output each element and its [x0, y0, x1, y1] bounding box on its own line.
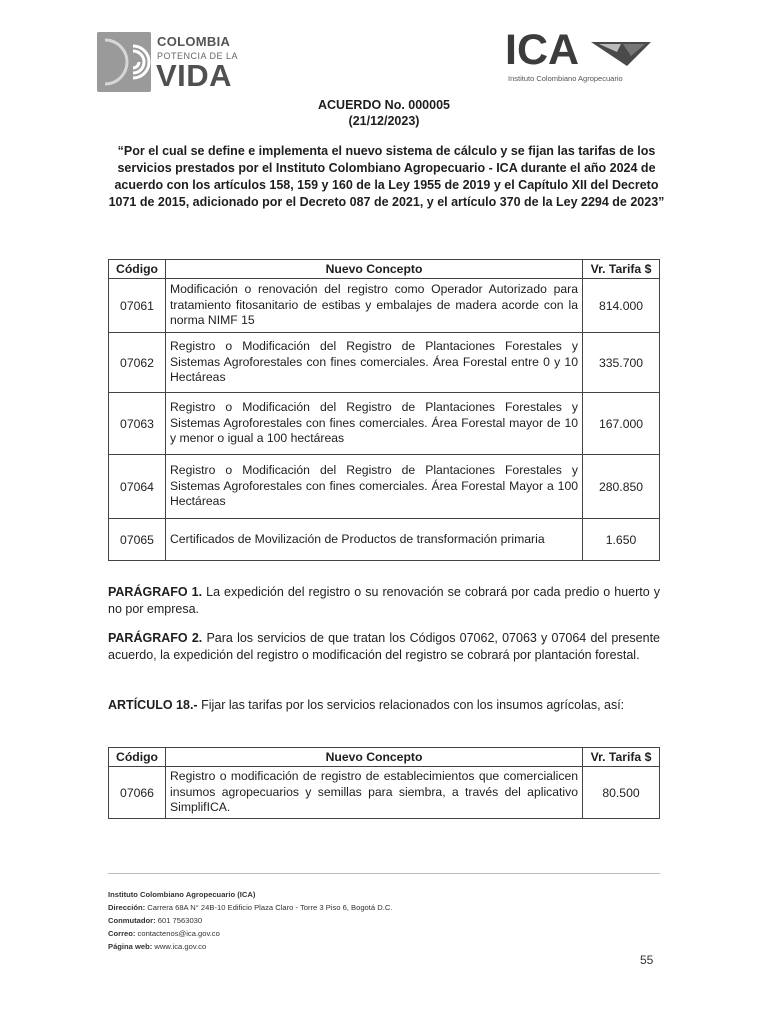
- row-code: 07062: [109, 333, 166, 393]
- insumos-tariff-table: [108, 747, 660, 819]
- row-concept: Registro o Modificación del Registro de Plantaciones Forestales y Sistemas Agroforestales con fines comerciales. Área Forestal entre 0 y 10 Hectáreas: [166, 333, 583, 393]
- ica-logo: [505, 26, 665, 90]
- footer-email: [108, 927, 392, 940]
- paragraph-1: [108, 584, 660, 618]
- footer-phone-label: Conmutador:: [108, 916, 156, 925]
- row-code: 07065: [109, 519, 166, 561]
- table-row: [109, 393, 660, 455]
- footer-web-link[interactable]: www.ica.gov.co: [152, 942, 207, 951]
- table-row: [109, 279, 660, 333]
- footer-address-value: Carrera 68A N° 24B-10 Edificio Plaza Claro - Torre 3 Piso 6, Bogotá D.C.: [145, 903, 393, 912]
- paragraph-2-text: Para los servicios de que tratan los Códigos 07062, 07063 y 07064 del presente acuerdo, la expedición del registro o modificación del registro se cobrará por plantación forestal.: [108, 631, 660, 662]
- row-concept: Modificación o renovación del registro como Operador Autorizado para tratamiento fitosanitario de estibas y embalajes de madera acorde con la norma NIMF 15: [166, 279, 583, 333]
- table-row: [109, 519, 660, 561]
- tariff-table: [108, 259, 660, 561]
- table-header-row: [109, 260, 660, 279]
- row-rate: 814.000: [583, 279, 660, 333]
- row-concept: Certificados de Movilización de Productos de transformación primaria: [166, 519, 583, 561]
- row-rate: 1.650: [583, 519, 660, 561]
- page-number: 55: [640, 953, 654, 967]
- header-concept: Nuevo Concepto: [166, 748, 583, 767]
- logo-line-1: COLOMBIA: [157, 34, 231, 49]
- ica-logo-word: ICA: [505, 26, 580, 74]
- row-code: 07063: [109, 393, 166, 455]
- logo-line-2: POTENCIA DE LA: [157, 51, 239, 61]
- row-code: 07064: [109, 455, 166, 519]
- table-row: [109, 333, 660, 393]
- logo-line-3: VIDA: [156, 58, 233, 93]
- colombia-logo: [97, 32, 247, 92]
- header-concept: Nuevo Concepto: [166, 260, 583, 279]
- table-row: [109, 767, 660, 819]
- footer-divider: [108, 873, 660, 874]
- row-concept: Registro o Modificación del Registro de Plantaciones Forestales y Sistemas Agroforestales con fines comerciales. Área Forestal mayor de 10 y menor o igual a 100 hectáreas: [166, 393, 583, 455]
- waves-icon: [97, 32, 151, 92]
- row-rate: 335.700: [583, 333, 660, 393]
- footer-email-link[interactable]: contactenos@ica.gov.co: [135, 929, 220, 938]
- footer-address-label: Dirección:: [108, 903, 146, 912]
- table-header-row: [109, 748, 660, 767]
- row-concept: Registro o modificación de registro de establecimientos que comercialicen insumos agropecuarios y semillas para siembra, a través del aplicativo SimplifICA.: [166, 767, 583, 819]
- row-code: 07066: [109, 767, 166, 819]
- ica-emblem-icon: [591, 38, 651, 66]
- footer-address: [108, 901, 392, 914]
- header-code: Código: [109, 748, 166, 767]
- footer-phone-value: 601 7563030: [155, 916, 203, 925]
- article-18-text: Fijar las tarifas por los servicios relacionados con los insumos agrícolas, así:: [197, 698, 625, 712]
- agreement-title: “Por el cual se define e implementa el nuevo sistema de cálculo y se fijan las tarifas de los servicios prestados por el Instituto Colombiano Agropecuario - ICA durante el año 2024 de acuerdo con los artículos 158, 159 y 160 de la Ley 1955 de 2019 y el Capítulo XII del Decreto 1071 de 2015, adicionado por el Decreto 087 de 2021, y el artículo 370 de la Ley 2294 de 2023”: [108, 144, 665, 209]
- row-concept: Registro o Modificación del Registro de Plantaciones Forestales y Sistemas Agroforestales con fines comerciales. Área Forestal Mayor a 100 Hectáreas: [166, 455, 583, 519]
- footer-web: [108, 940, 392, 953]
- footer-phone: [108, 914, 392, 927]
- paragraph-1-label: PARÁGRAFO 1.: [108, 585, 203, 599]
- header-rate: Vr. Tarifa $: [583, 748, 660, 767]
- paragraph-2-label: PARÁGRAFO 2.: [108, 631, 203, 645]
- ica-logo-subtitle: Instituto Colombiano Agropecuario: [508, 74, 623, 83]
- header-code: Código: [109, 260, 166, 279]
- footer-institution: [108, 888, 392, 901]
- row-rate: 167.000: [583, 393, 660, 455]
- footer-email-label: Correo:: [108, 929, 136, 938]
- footer-institution-name: Instituto Colombiano Agropecuario (ICA): [108, 890, 256, 899]
- table-row: [109, 455, 660, 519]
- row-rate: 80.500: [583, 767, 660, 819]
- agreement-number: ACUERDO No. 000005: [318, 98, 450, 112]
- paragraph-2: [108, 630, 660, 664]
- article-18-label: ARTÍCULO 18.-: [108, 698, 198, 712]
- footer: [108, 888, 392, 953]
- article-18: [108, 697, 660, 714]
- row-rate: 280.850: [583, 455, 660, 519]
- agreement-date: (21/12/2023): [348, 114, 420, 128]
- row-code: 07061: [109, 279, 166, 333]
- paragraph-1-text: La expedición del registro o su renovación se cobrará por cada predio o huerto y no por empresa.: [108, 585, 660, 616]
- header-rate: Vr. Tarifa $: [583, 260, 660, 279]
- footer-web-label: Página web:: [108, 942, 153, 951]
